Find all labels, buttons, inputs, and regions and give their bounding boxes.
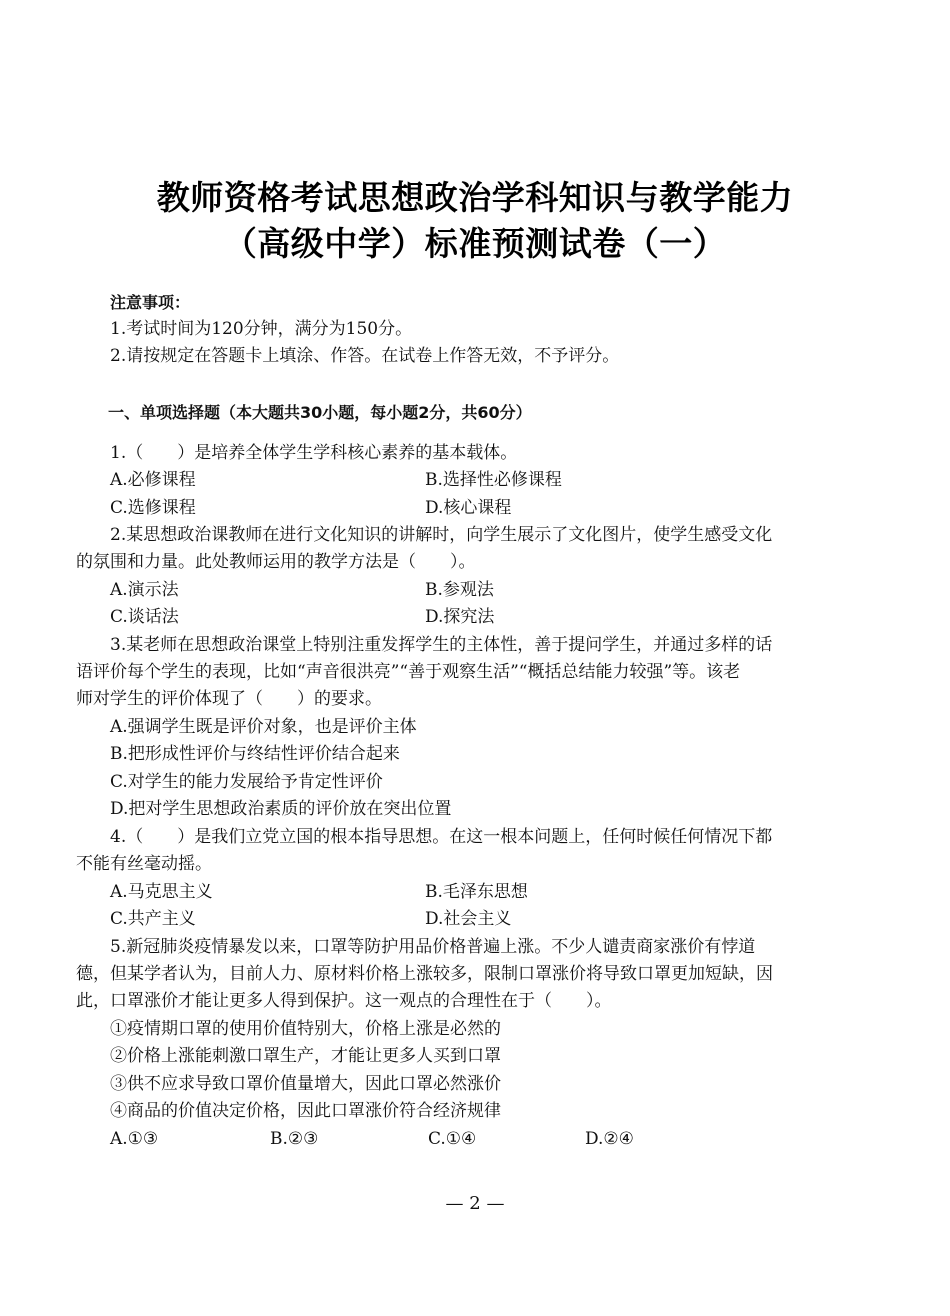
question-4-option-d: D.社会主义 (425, 909, 512, 929)
question-2-option-c: C.谈话法 (110, 607, 179, 627)
question-3-option-d: D.把对学生思想政治素质的评价放在突出位置 (110, 799, 452, 819)
question-1-option-d: D.核心课程 (425, 498, 512, 518)
question-4-option-a: A.马克思主义 (110, 882, 213, 902)
question-5-item: ③供不应求导致口罩价值量增大，因此口罩必然涨价 (110, 1074, 501, 1094)
section-heading: 一、单项选择题（本大题共30小题，每小题2分，共60分） (108, 403, 532, 422)
question-4-option-b: B.毛泽东思想 (425, 882, 528, 902)
question-4-stem: 4.（ ）是我们立党立国的根本指导思想。在这一根本问题上，任何时候任何情况下都 (110, 827, 773, 847)
question-5-stem: 此，口罩涨价才能让更多人得到保护。这一观点的合理性在于（ ）。 (76, 991, 612, 1011)
question-2-option-a: A.演示法 (110, 580, 179, 600)
notice-item: 2.请按规定在答题卡上填涂、作答。在试卷上作答无效，不予评分。 (110, 346, 620, 366)
question-1-stem: 1.（ ）是培养全体学生学科核心素养的基本载体。 (110, 443, 518, 463)
question-5-stem: 5.新冠肺炎疫情暴发以来，口罩等防护用品价格普遍上涨。不少人谴责商家涨价有悖道 (110, 937, 756, 957)
question-5-item: ④商品的价值决定价格，因此口罩涨价符合经济规律 (110, 1101, 501, 1121)
question-3-option-a: A.强调学生既是评价对象，也是评价主体 (110, 717, 417, 737)
question-3-option-b: B.把形成性评价与终结性评价结合起来 (110, 744, 400, 764)
question-4-option-c: C.共产主义 (110, 909, 196, 929)
question-2-option-d: D.探究法 (425, 607, 495, 627)
question-5-option-d: D.②④ (585, 1129, 634, 1149)
exam-title-line2: （高级中学）标准预测试卷（一） (223, 224, 727, 263)
question-5-item: ②价格上涨能刺激口罩生产，才能让更多人买到口罩 (110, 1046, 501, 1066)
question-5-stem: 德，但某学者认为，目前人力、原材料价格上涨较多，限制口罩涨价将导致口罩更加短缺，因 (76, 964, 773, 984)
notice-heading: 注意事项： (110, 293, 191, 312)
question-5-item: ①疫情期口罩的使用价值特别大，价格上涨是必然的 (110, 1019, 501, 1039)
exam-title-line1: 教师资格考试思想政治学科知识与教学能力 (156, 178, 794, 217)
question-4-stem: 不能有丝毫动摇。 (76, 854, 212, 874)
question-5-option-c: C.①④ (428, 1129, 477, 1149)
question-3-stem: 3.某老师在思想政治课堂上特别注重发挥学生的主体性，善于提问学生，并通过多样的话 (110, 635, 773, 655)
question-5-option-a: A.①③ (110, 1129, 159, 1149)
page-number: — 2 — (445, 1193, 505, 1214)
notice-item: 1.考试时间为120分钟，满分为150分。 (110, 319, 413, 339)
question-3-stem: 师对学生的评价体现了（ ）的要求。 (76, 689, 382, 709)
question-3-stem: 语评价每个学生的表现，比如“声音很洪亮”“善于观察生活”“概括总结能力较强”等。该老 (76, 662, 741, 682)
question-2-stem: 2.某思想政治课教师在进行文化知识的讲解时，向学生展示了文化图片，使学生感受文化 (110, 525, 773, 545)
question-2-option-b: B.参观法 (425, 580, 494, 600)
question-1-option-a: A.必修课程 (110, 470, 196, 490)
question-1-option-b: B.选择性必修课程 (425, 470, 562, 490)
question-2-stem: 的氛围和力量。此处教师运用的教学方法是（ ）。 (76, 552, 476, 572)
question-1-option-c: C.选修课程 (110, 498, 196, 518)
question-3-option-c: C.对学生的能力发展给予肯定性评价 (110, 772, 383, 792)
question-5-option-b: B.②③ (270, 1129, 319, 1149)
